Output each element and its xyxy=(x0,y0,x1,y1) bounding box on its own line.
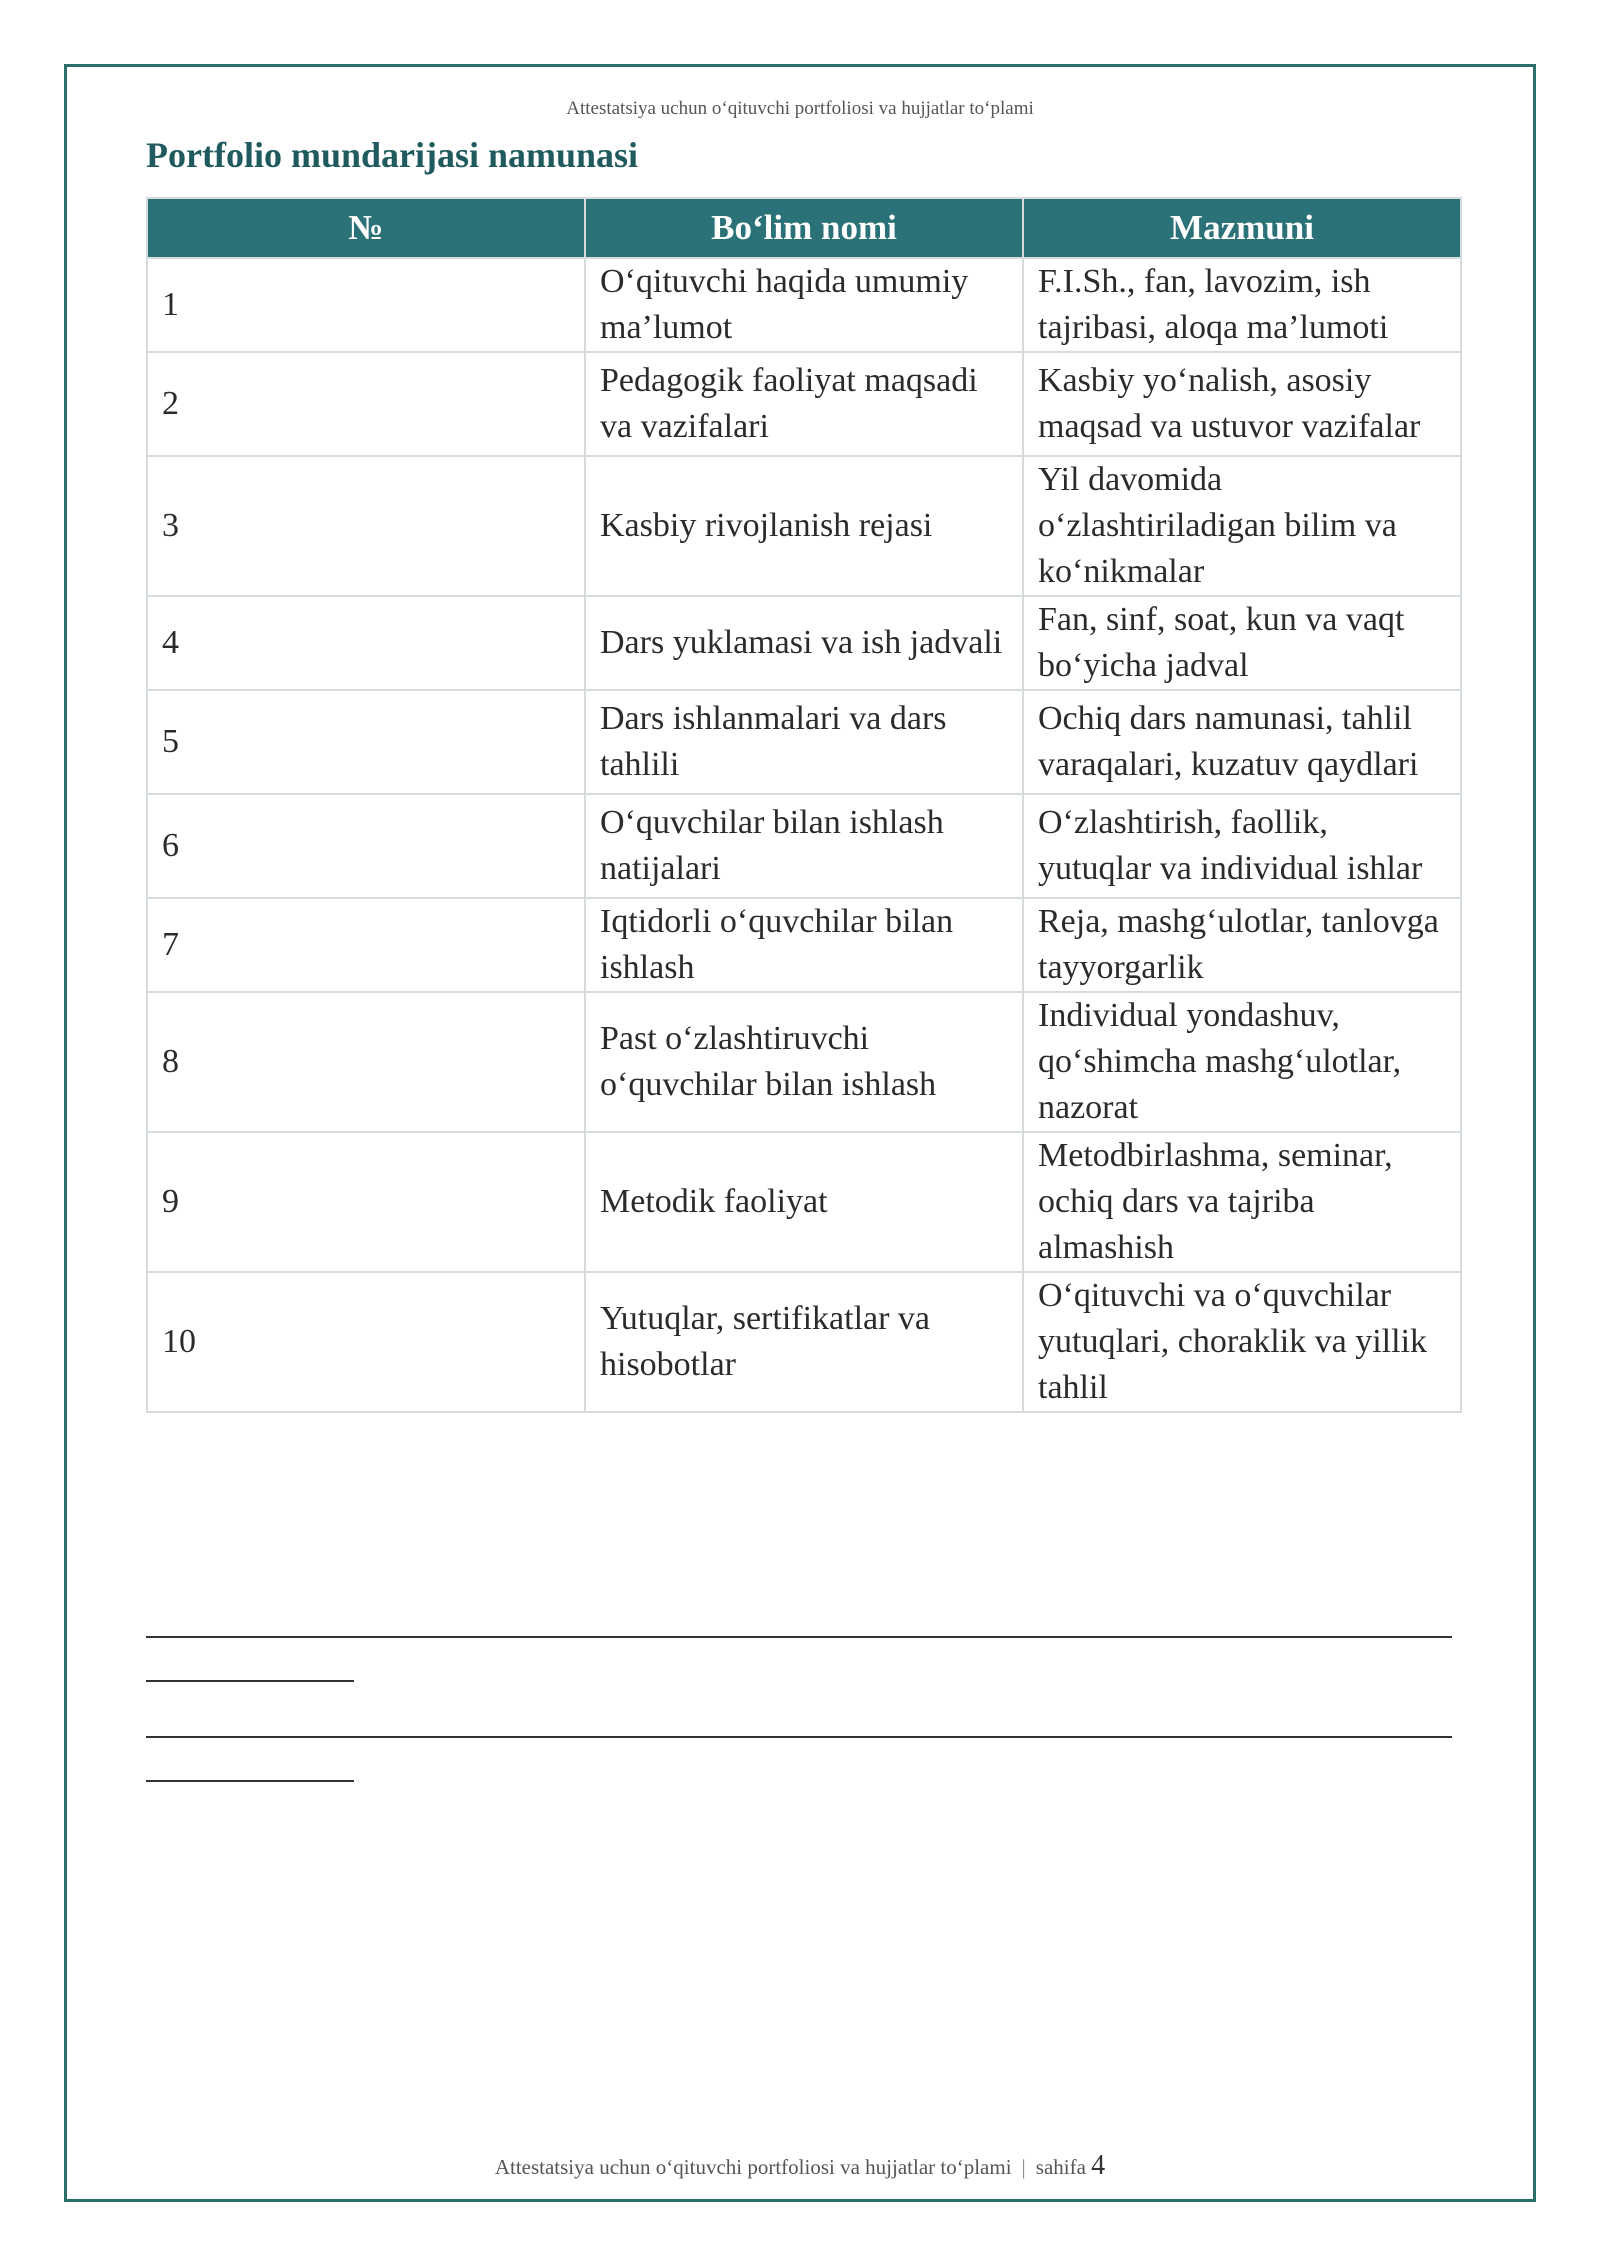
table-row xyxy=(147,690,1461,794)
running-header: Attestatsiya uchun o‘qituvchi portfoliosi va hujjatlar to‘plami xyxy=(566,98,1034,119)
table-row xyxy=(147,794,1461,898)
column-header-number: № xyxy=(147,198,585,258)
column-header-section-name: Bo‘lim nomi xyxy=(585,198,1023,258)
section-name: Kasbiy rivojlanish rejasi xyxy=(585,456,1023,596)
table-row xyxy=(147,898,1461,992)
row-number: 7 xyxy=(147,898,585,992)
footer-page-label: sahifa xyxy=(1035,2155,1086,2179)
table-row xyxy=(147,352,1461,456)
section-content: F.I.Sh., fan, lavozim, ish tajribasi, aloqa ma’lumoti xyxy=(1023,258,1461,352)
blank-line xyxy=(146,1680,354,1682)
column-header-content: Mazmuni xyxy=(1023,198,1461,258)
section-name: Iqtidorli o‘quvchilar bilan ishlash xyxy=(585,898,1023,992)
section-content: O‘qituvchi va o‘quvchilar yutuqlari, choraklik va yillik tahlil xyxy=(1023,1272,1461,1412)
section-name: Metodik faoliyat xyxy=(585,1132,1023,1272)
section-content: Fan, sinf, soat, kun va vaqt bo‘yicha jadval xyxy=(1023,596,1461,690)
blank-line xyxy=(146,1636,1452,1638)
section-name: O‘quvchilar bilan ishlash natijalari xyxy=(585,794,1023,898)
section-content: Reja, mashg‘ulotlar, tanlovga tayyorgarlik xyxy=(1023,898,1461,992)
row-number: 3 xyxy=(147,456,585,596)
row-number: 2 xyxy=(147,352,585,456)
section-content: Kasbiy yo‘nalish, asosiy maqsad va ustuvor vazifalar xyxy=(1023,352,1461,456)
row-number: 8 xyxy=(147,992,585,1132)
section-name: Dars ishlanmalari va dars tahlili xyxy=(585,690,1023,794)
footer-separator: | xyxy=(1021,2155,1026,2179)
section-name: O‘qituvchi haqida umumiy ma’lumot xyxy=(585,258,1023,352)
page-number: 4 xyxy=(1091,2150,1106,2181)
section-content: O‘zlashtirish, faollik, yutuqlar va individual ishlar xyxy=(1023,794,1461,898)
running-footer xyxy=(0,2150,1600,2182)
row-number: 6 xyxy=(147,794,585,898)
table-row xyxy=(147,258,1461,352)
row-number: 10 xyxy=(147,1272,585,1412)
table-row xyxy=(147,992,1461,1132)
row-number: 1 xyxy=(147,258,585,352)
section-content: Metodbirlashma, seminar, ochiq dars va tajriba almashish xyxy=(1023,1132,1461,1272)
section-name: Yutuqlar, sertifikatlar va hisobotlar xyxy=(585,1272,1023,1412)
section-name: Pedagogik faoliyat maqsadi va vazifalari xyxy=(585,352,1023,456)
page-title: Portfolio mundarijasi namunasi xyxy=(146,135,639,175)
section-content: Individual yondashuv, qo‘shimcha mashg‘ulotlar, nazorat xyxy=(1023,992,1461,1132)
blank-line xyxy=(146,1736,1452,1738)
section-content: Ochiq dars namunasi, tahlil varaqalari, kuzatuv qaydlari xyxy=(1023,690,1461,794)
row-number: 5 xyxy=(147,690,585,794)
table-header-row xyxy=(147,198,1461,258)
section-name: Past o‘zlashtiruvchi o‘quvchilar bilan ishlash xyxy=(585,992,1023,1132)
section-content: Yil davomida o‘zlashtiriladigan bilim va ko‘nikmalar xyxy=(1023,456,1461,596)
table-row xyxy=(147,596,1461,690)
table-row xyxy=(147,456,1461,596)
row-number: 4 xyxy=(147,596,585,690)
portfolio-contents-table xyxy=(146,197,1462,1413)
blank-line xyxy=(146,1780,354,1782)
table-row xyxy=(147,1272,1461,1412)
section-name: Dars yuklamasi va ish jadvali xyxy=(585,596,1023,690)
footer-text: Attestatsiya uchun o‘qituvchi portfoliosi va hujjatlar to‘plami xyxy=(494,2155,1012,2179)
row-number: 9 xyxy=(147,1132,585,1272)
table-row xyxy=(147,1132,1461,1272)
blank-writing-lines xyxy=(146,1636,1452,1782)
